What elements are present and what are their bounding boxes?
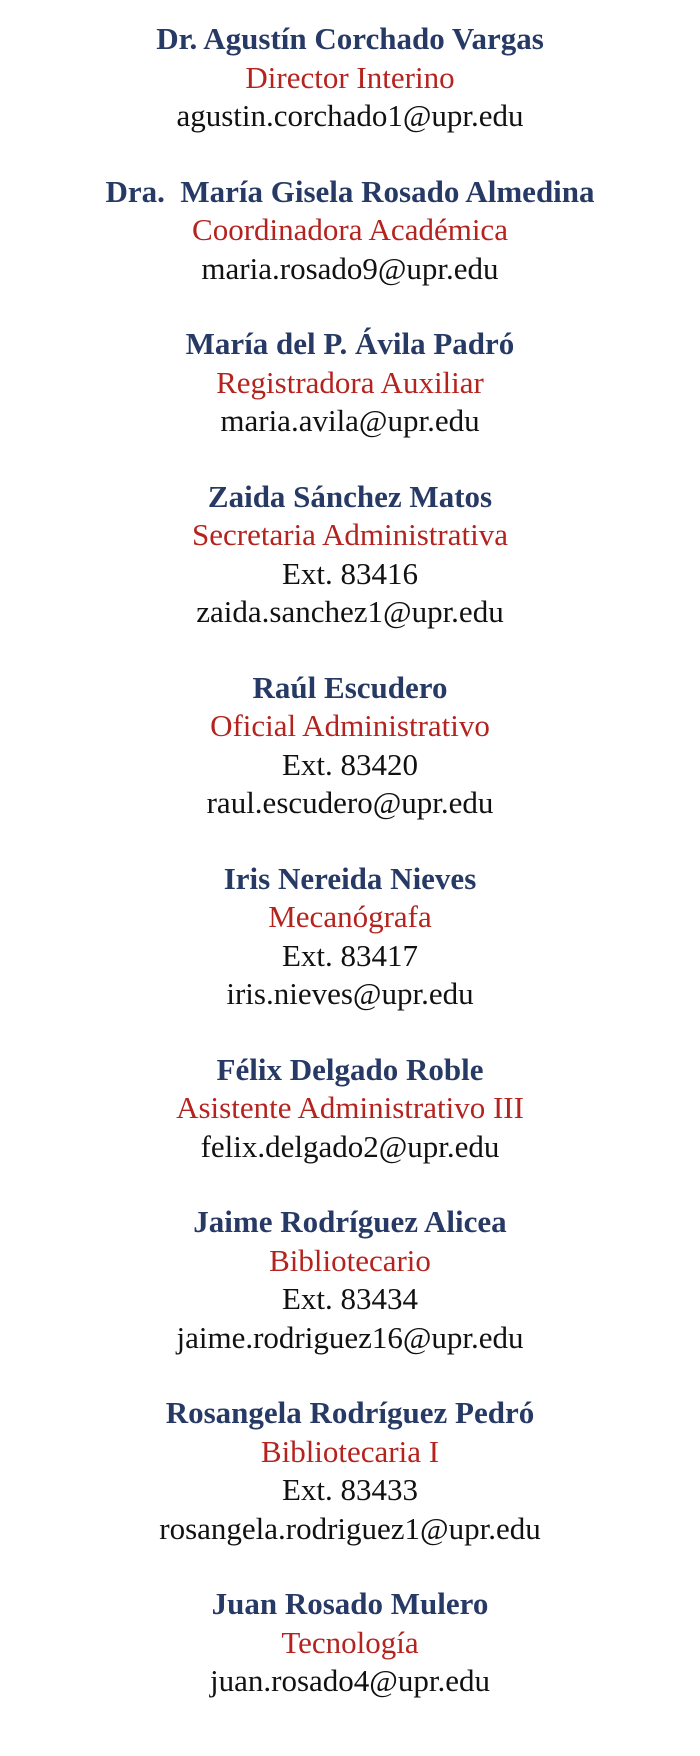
staff-email[interactable]: raul.escudero@upr.edu <box>206 785 494 820</box>
staff-role: Tecnología <box>281 1624 419 1660</box>
staff-role: Director Interino <box>245 59 455 95</box>
staff-entry <box>0 669 700 823</box>
staff-name: Dr. Agustín Corchado Vargas <box>156 21 544 56</box>
staff-name: Rosangela Rodríguez Pedró <box>165 1395 535 1430</box>
staff-name: Félix Delgado Roble <box>216 1051 484 1087</box>
staff-role: Mecanógrafa <box>268 899 432 934</box>
staff-entry <box>0 325 700 441</box>
staff-name: Iris Nereida Nieves <box>223 860 477 896</box>
staff-email[interactable]: jaime.rodriguez16@upr.edu <box>176 1319 524 1355</box>
staff-email[interactable]: juan.rosado4@upr.edu <box>210 1663 490 1698</box>
staff-role: Coordinadora Académica <box>192 212 508 247</box>
staff-name: Zaida Sánchez Matos <box>207 478 493 514</box>
staff-role: Oficial Administrativo <box>210 708 490 743</box>
staff-entry <box>0 1051 700 1167</box>
staff-email[interactable]: maria.rosado9@upr.edu <box>201 250 499 286</box>
staff-extension: Ext. 83417 <box>281 937 419 973</box>
staff-extension: Ext. 83434 <box>281 1281 419 1316</box>
staff-entry <box>0 1394 700 1548</box>
staff-email[interactable]: zaida.sanchez1@upr.edu <box>196 594 504 629</box>
staff-entry <box>0 173 700 289</box>
staff-name: Dra. María Gisela Rosado Almedina <box>105 173 595 209</box>
staff-name: Jaime Rodríguez Alicea <box>193 1204 507 1239</box>
staff-extension: Ext. 83433 <box>281 1472 419 1507</box>
staff-role: Bibliotecaria I <box>260 1433 440 1469</box>
staff-name: María del P. Ávila Padró <box>185 326 515 361</box>
staff-role: Registradora Auxiliar <box>216 364 484 400</box>
staff-email[interactable]: felix.delgado2@upr.edu <box>200 1128 500 1164</box>
staff-extension: Ext. 83416 <box>281 555 419 591</box>
staff-entry <box>0 1203 700 1357</box>
staff-name: Raúl Escudero <box>252 669 448 705</box>
staff-entry <box>0 478 700 632</box>
staff-role: Asistente Administrativo III <box>176 1090 524 1125</box>
staff-entry <box>0 1585 700 1701</box>
staff-email[interactable]: maria.avila@upr.edu <box>220 403 480 438</box>
staff-email[interactable]: iris.nieves@upr.edu <box>226 976 474 1011</box>
staff-directory <box>0 20 700 1738</box>
staff-entry <box>0 20 700 136</box>
staff-email[interactable]: rosangela.rodriguez1@upr.edu <box>159 1510 541 1546</box>
staff-role: Bibliotecario <box>269 1242 431 1278</box>
staff-entry <box>0 860 700 1014</box>
staff-role: Secretaria Administrativa <box>192 517 508 552</box>
staff-name: Juan Rosado Mulero <box>211 1586 489 1621</box>
staff-email[interactable]: agustin.corchado1@upr.edu <box>176 98 524 133</box>
staff-extension: Ext. 83420 <box>281 746 419 782</box>
